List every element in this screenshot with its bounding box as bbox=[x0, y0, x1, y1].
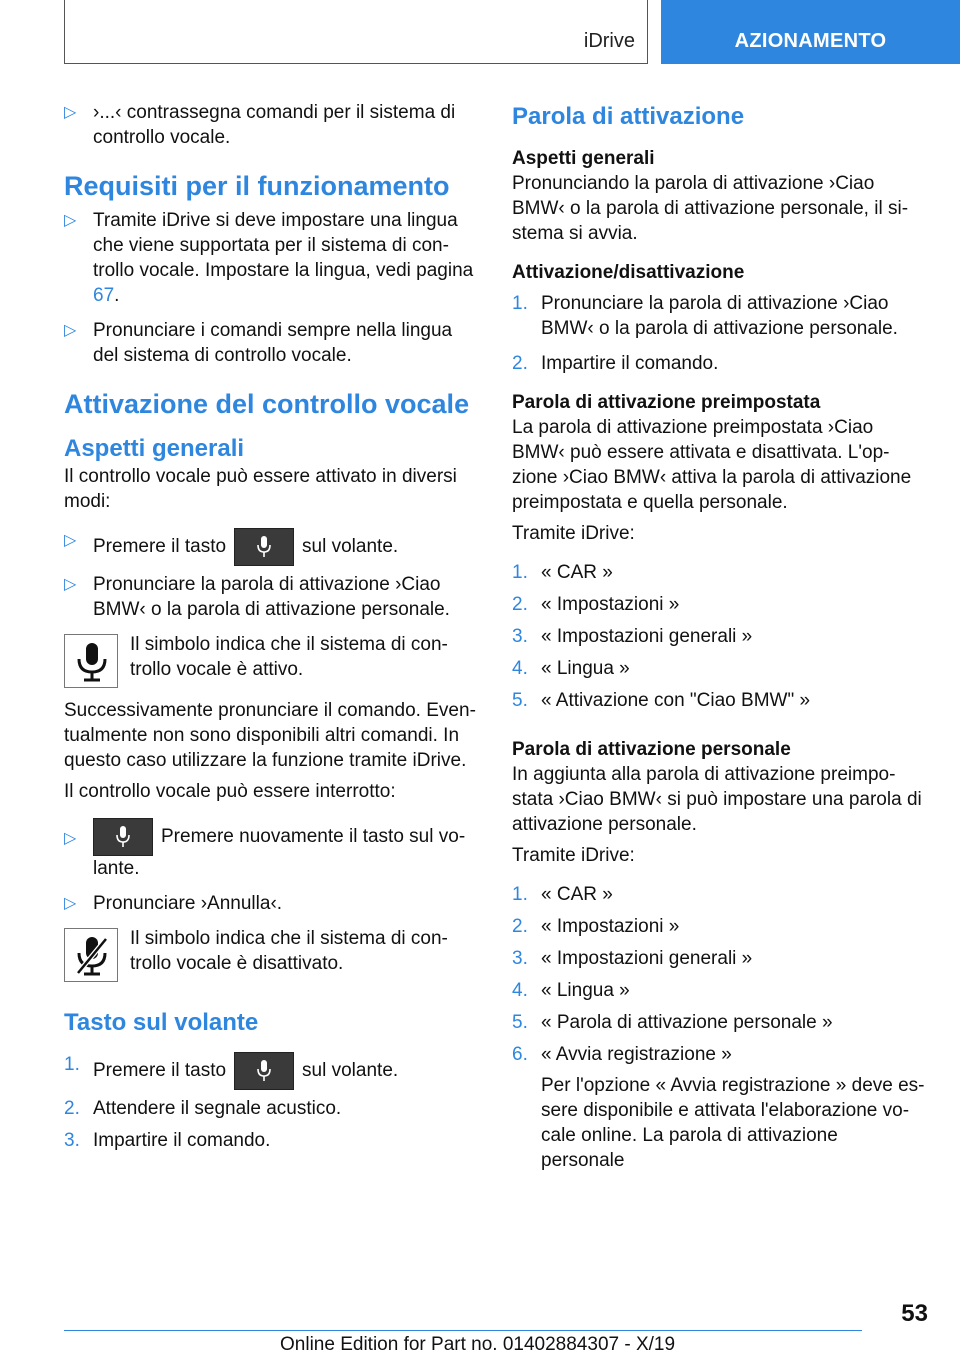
left-column bbox=[64, 100, 478, 1163]
paragraph: La parola di attivazione preimpostata ›Ciao BMW‹ può essere attivata e disattivata. L'opzione ›Ciao BMW‹ attiva la parola di attivazione preimpostata e quella personale. bbox=[512, 417, 912, 513]
symbol-row-active: Il simbolo indica che il sistema di controllo vocale è attivo. bbox=[64, 632, 478, 688]
list-item: 5. « Attivazione con "Ciao BMW" » bbox=[512, 690, 811, 711]
list-item: 1. « CAR » bbox=[512, 884, 613, 905]
list-item: ▷ ›...‹ contrassegna comandi per il sistema di controllo vocale. bbox=[64, 102, 456, 148]
paragraph: Successivamente pronunciare il comando. Eventualmente non sono disponibili altri comandi. In questo caso utilizzare la funzione tramite iDrive. bbox=[64, 700, 476, 771]
bullet-marker: ▷ bbox=[64, 532, 77, 549]
microphone-icon bbox=[115, 825, 131, 849]
list-item: 4. « Lingua » bbox=[512, 980, 630, 1001]
step-number: 5. bbox=[512, 690, 528, 711]
list-item: 5. « Parola di attivazione personale » bbox=[512, 1012, 833, 1033]
microphone-icon bbox=[256, 1059, 272, 1083]
footer-edition: Online Edition for Part no. 01402884307 - X/19 bbox=[280, 1334, 676, 1355]
step-number: 3. bbox=[512, 948, 528, 969]
step-number: 3. bbox=[512, 626, 528, 647]
step-number: 1. bbox=[512, 884, 528, 905]
subheading-personal: Parola di attivazione personale bbox=[512, 739, 791, 760]
step-number: 5. bbox=[512, 1012, 528, 1033]
list-item: ▷ Premere il tasto sul volante. bbox=[64, 528, 478, 566]
list-item: 6. « Avvia registrazione » bbox=[512, 1044, 732, 1065]
heading-wake-word: Parola di attivazione bbox=[512, 103, 745, 130]
bullet-marker: ▷ bbox=[64, 104, 77, 121]
list-item: 3. « Impostazioni generali » bbox=[512, 948, 753, 969]
microphone-off-icon bbox=[74, 935, 110, 977]
page-number: 53 bbox=[901, 1300, 928, 1327]
list-item: ▷ Pronunciare la parola di attivazione ›Ciao BMW‹ o la parola di attivazione personale. bbox=[64, 574, 450, 620]
microphone-icon bbox=[256, 535, 272, 559]
list-item: 3. Impartire il comando. bbox=[64, 1130, 271, 1151]
list-item: 4. « Lingua » bbox=[512, 658, 630, 679]
heading-activation: Attivazione del controllo vocale bbox=[64, 389, 470, 419]
paragraph: Tramite iDrive: bbox=[512, 523, 635, 544]
voice-button-image bbox=[234, 528, 294, 566]
step-number: 1. bbox=[512, 562, 528, 583]
list-item: ▷ Premere nuovamente il tasto sul volante. bbox=[64, 818, 478, 881]
heading-requirements: Requisiti per il funzionamento bbox=[64, 171, 450, 201]
step-number: 1. bbox=[64, 1054, 80, 1075]
list-item: 3. « Impostazioni generali » bbox=[512, 626, 753, 647]
list-item: 2. « Impostazioni » bbox=[512, 594, 680, 615]
list-item: ▷ Pronunciare i comandi sempre nella lingua del sistema di controllo vocale. bbox=[64, 320, 453, 366]
header-chapter: AZIONAMENTO bbox=[734, 30, 887, 52]
heading-steering-button: Tasto sul volante bbox=[64, 1009, 259, 1036]
list-item: 2. Attendere il segnale acustico. bbox=[64, 1098, 342, 1119]
header-section-box bbox=[64, 0, 648, 64]
step-number: 4. bbox=[512, 658, 528, 679]
step-number: 6. bbox=[512, 1044, 528, 1065]
paragraph: Il controllo vocale può essere attivato in diversi modi: bbox=[64, 466, 457, 512]
paragraph: Per l'opzione « Avvia registrazione » deve essere disponibile e attivata l'elaborazione vocale online. La parola di attivazione personale bbox=[541, 1075, 925, 1171]
paragraph: Il controllo vocale può essere interrotto: bbox=[64, 781, 396, 802]
symbol-row-inactive: Il simbolo indica che il sistema di controllo vocale è disattivato. bbox=[64, 926, 478, 982]
list-item: 2. « Impostazioni » bbox=[512, 916, 680, 937]
list-item: ▷ Tramite iDrive si deve impostare una lingua che viene supportata per il sistema di controllo vocale. Impostare la lingua, vedi pagina 67. bbox=[64, 210, 474, 306]
voice-inactive-symbol bbox=[64, 928, 118, 982]
subheading-preset: Parola di attivazione preimpostata bbox=[512, 392, 821, 413]
bullet-marker: ▷ bbox=[64, 576, 77, 593]
bullet-marker: ▷ bbox=[64, 830, 77, 847]
header-section: iDrive bbox=[583, 30, 635, 52]
footer-divider bbox=[64, 1330, 862, 1331]
bullet-marker: ▷ bbox=[64, 212, 77, 229]
paragraph: Tramite iDrive: bbox=[512, 845, 635, 866]
list-item: 1. Premere il tasto sul volante. bbox=[64, 1052, 478, 1090]
page-link[interactable]: 67 bbox=[93, 285, 115, 306]
voice-active-symbol bbox=[64, 634, 118, 688]
heading-general: Aspetti generali bbox=[64, 435, 245, 462]
step-number: 2. bbox=[512, 353, 528, 374]
list-item: 1. Pronunciare la parola di attivazione ›Ciao BMW‹ o la parola di attivazione personale. bbox=[512, 293, 898, 339]
list-item: 2. Impartire il comando. bbox=[512, 353, 719, 374]
subheading-general: Aspetti generali bbox=[512, 148, 655, 169]
voice-button-image bbox=[234, 1052, 294, 1090]
list-item: ▷ Pronunciare ›Annulla‹. bbox=[64, 893, 283, 914]
bullet-marker: ▷ bbox=[64, 895, 77, 912]
step-number: 4. bbox=[512, 980, 528, 1001]
subheading-onoff: Attivazione/disattivazione bbox=[512, 262, 745, 283]
paragraph: Pronunciando la parola di attivazione ›Ciao BMW‹ o la parola di attivazione personale, il sistema si avvia. bbox=[512, 173, 909, 244]
step-number: 2. bbox=[64, 1098, 80, 1119]
step-number: 1. bbox=[512, 293, 528, 314]
list-item: 1. « CAR » bbox=[512, 562, 613, 583]
step-number: 2. bbox=[512, 594, 528, 615]
bullet-marker: ▷ bbox=[64, 322, 77, 339]
microphone-icon bbox=[74, 641, 110, 683]
step-number: 2. bbox=[512, 916, 528, 937]
step-number: 3. bbox=[64, 1130, 80, 1151]
voice-button-image bbox=[93, 818, 153, 856]
paragraph: In aggiunta alla parola di attivazione preimpostata ›Ciao BMW‹ si può impostare una parola di attivazione personale. bbox=[512, 764, 922, 835]
right-column bbox=[512, 100, 926, 1173]
header-chapter-box bbox=[661, 0, 960, 64]
